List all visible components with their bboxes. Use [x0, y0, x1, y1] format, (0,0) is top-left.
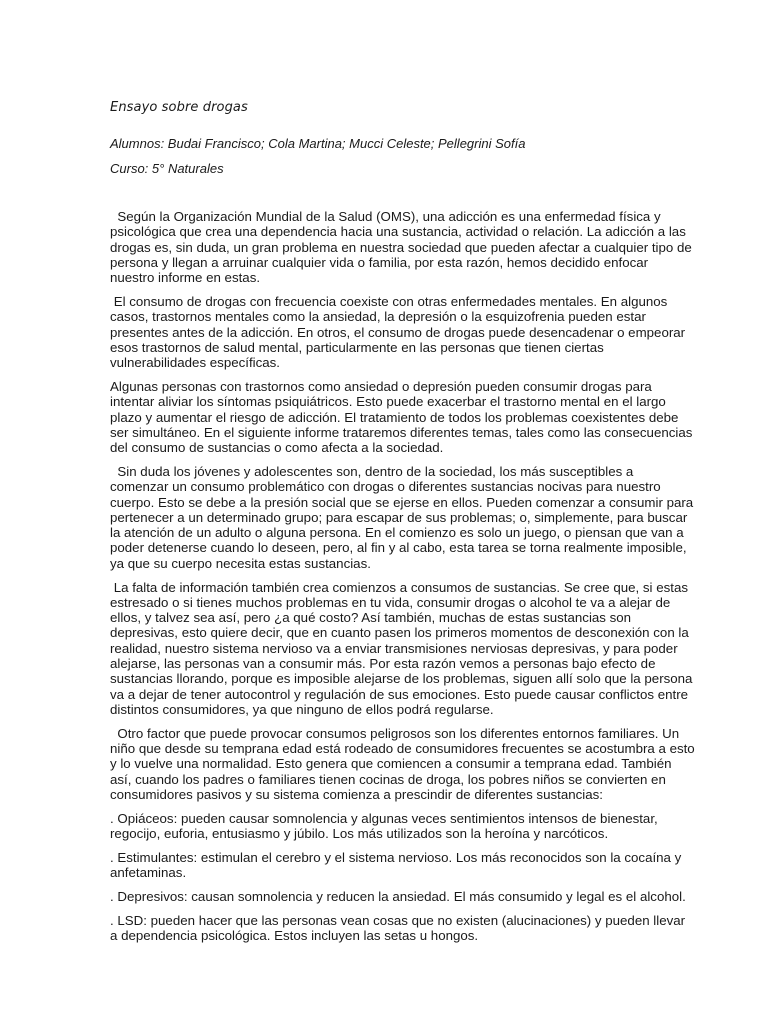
essay-body [110, 209, 699, 952]
paragraph-self-medication: Algunas personas con trastornos como ansiedad o depresión pueden consumir drogas para intentar aliviar los síntomas psiquiátricos. Esto puede exacerbar el trastorno mental en el largo plazo y aumentar el riesgo de adicción. El tratamiento de todos los problemas coexistentes debe ser simultáneo. En el siguiente informe trataremos diferentes temas, tales como las consecuencias del consumo de sustancias o como afecta a la sociedad. [110, 378, 697, 456]
paragraph-youth: Sin duda los jóvenes y adolescentes son, dentro de la sociedad, los más susceptibles a comenzar un consumo problemático con drogas o diferentes sustancias nocivas para nuestro cuerpo. Esto se debe a la presión social que se ejerse en ellos. Pueden comenzar a consumir para pertenecer a un determinado grupo; para escapar de sus problemas; o, simplemente, para buscar la atención de un adulto o alguna persona. En el comienzo es solo un juego, o piensan que van a poder detenerse cuando lo deseen, pero, al fin y al cabo, esta tarea se torna realmente imposible, ya que su cuerpo necesita estas sustancias. [110, 463, 697, 571]
list-item-opiaceos: . Opiáceos: pueden causar somnolencia y algunas veces sentimientos intensos de bienestar, regocijo, euforia, entusiasmo y júbilo. Los más utilizados son la heroína y narcóticos. [110, 810, 662, 841]
paragraph-information: La falta de información también crea comienzos a consumos de sustancias. Se cree que, si estas estresado o si tienes muchos problemas en tu vida, consumir drogas o alcohol te va a alejar de ellos, y talvez sea así, pero ¿a qué costo? Así también, muchas de estas sustancias son depresivas, esto quiere decir, que en cuanto pasen los primeros momentos de desconexión con la realidad, nuestro sistema nervioso va a enviar transmisiones nerviosas depresivas, y para poder alejarse, las personas van a consumir más. Por esta razón vemos a personas bajo efecto de sustancias llorando, porque es imposible alejarse de los problemas, siguen allí solo que la persona va a dejar de tener autocontrol y regulación de sus emociones. Esto puede causar conflictos entre distintos consumidores, ya que ninguno de ellos podrá regularse. [110, 579, 697, 717]
paragraph-intro: Según la Organización Mundial de la Salud (OMS), una adicción es una enfermedad física y psicológica que crea una dependencia hacia una sustancia, actividad o relación. La adicción a las drogas es, sin duda, un gran problema en nuestra sociedad que pueden afectar a cualquier tipo de persona y llegan a arruinar cualquier vida o familia, por esta razón, hemos decidido enfocar nuestro informe en estas. [110, 209, 696, 286]
course-line: Curso: 5° Naturales [110, 161, 224, 176]
document-title: Ensayo sobre drogas [110, 100, 248, 115]
list-item-lsd: . LSD: pueden hacer que las personas vean cosas que no existen (alucinaciones) y pueden llevar a dependencia psicológica. Estos incluyen las setas u hongos. [110, 912, 689, 943]
list-item-estimulantes: . Estimulantes: estimulan el cerebro y el sistema nervioso. Los más reconocidos son la cocaína y anfetaminas. [110, 849, 685, 881]
paragraph-coexistence: El consumo de drogas con frecuencia coexiste con otras enfermedades mentales. En algunos casos, trastornos mentales como la ansiedad, la depresión o la esquizofrenia pueden estar presentes antes de la adicción. En otros, el consumo de drogas puede desencadenar o empeorar esos trastornos de salud mental, particularmente en las personas que tienen ciertas vulnerabilidades específicas. [110, 293, 689, 371]
students-line: Alumnos: Budai Francisco; Cola Martina; Mucci Celeste; Pellegrini Sofía [110, 136, 526, 151]
list-item-depresivos: . Depresivos: causan somnolencia y reducen la ansiedad. El más consumido y legal es el alcohol. [110, 888, 686, 904]
paragraph-family: Otro factor que puede provocar consumos peligrosos son los diferentes entornos familiares. Un niño que desde su temprana edad está rodeado de consumidores frecuentes se acostumbra a esto y lo vuelve una normalidad. Esto genera que comiencen a consumir a temprana edad. También así, cuando los padres o familiares tienen cocinas de droga, los pobres niños se convierten en consumidores pasivos y su sistema comienza a prescindir de diferentes sustancias: [110, 725, 699, 802]
